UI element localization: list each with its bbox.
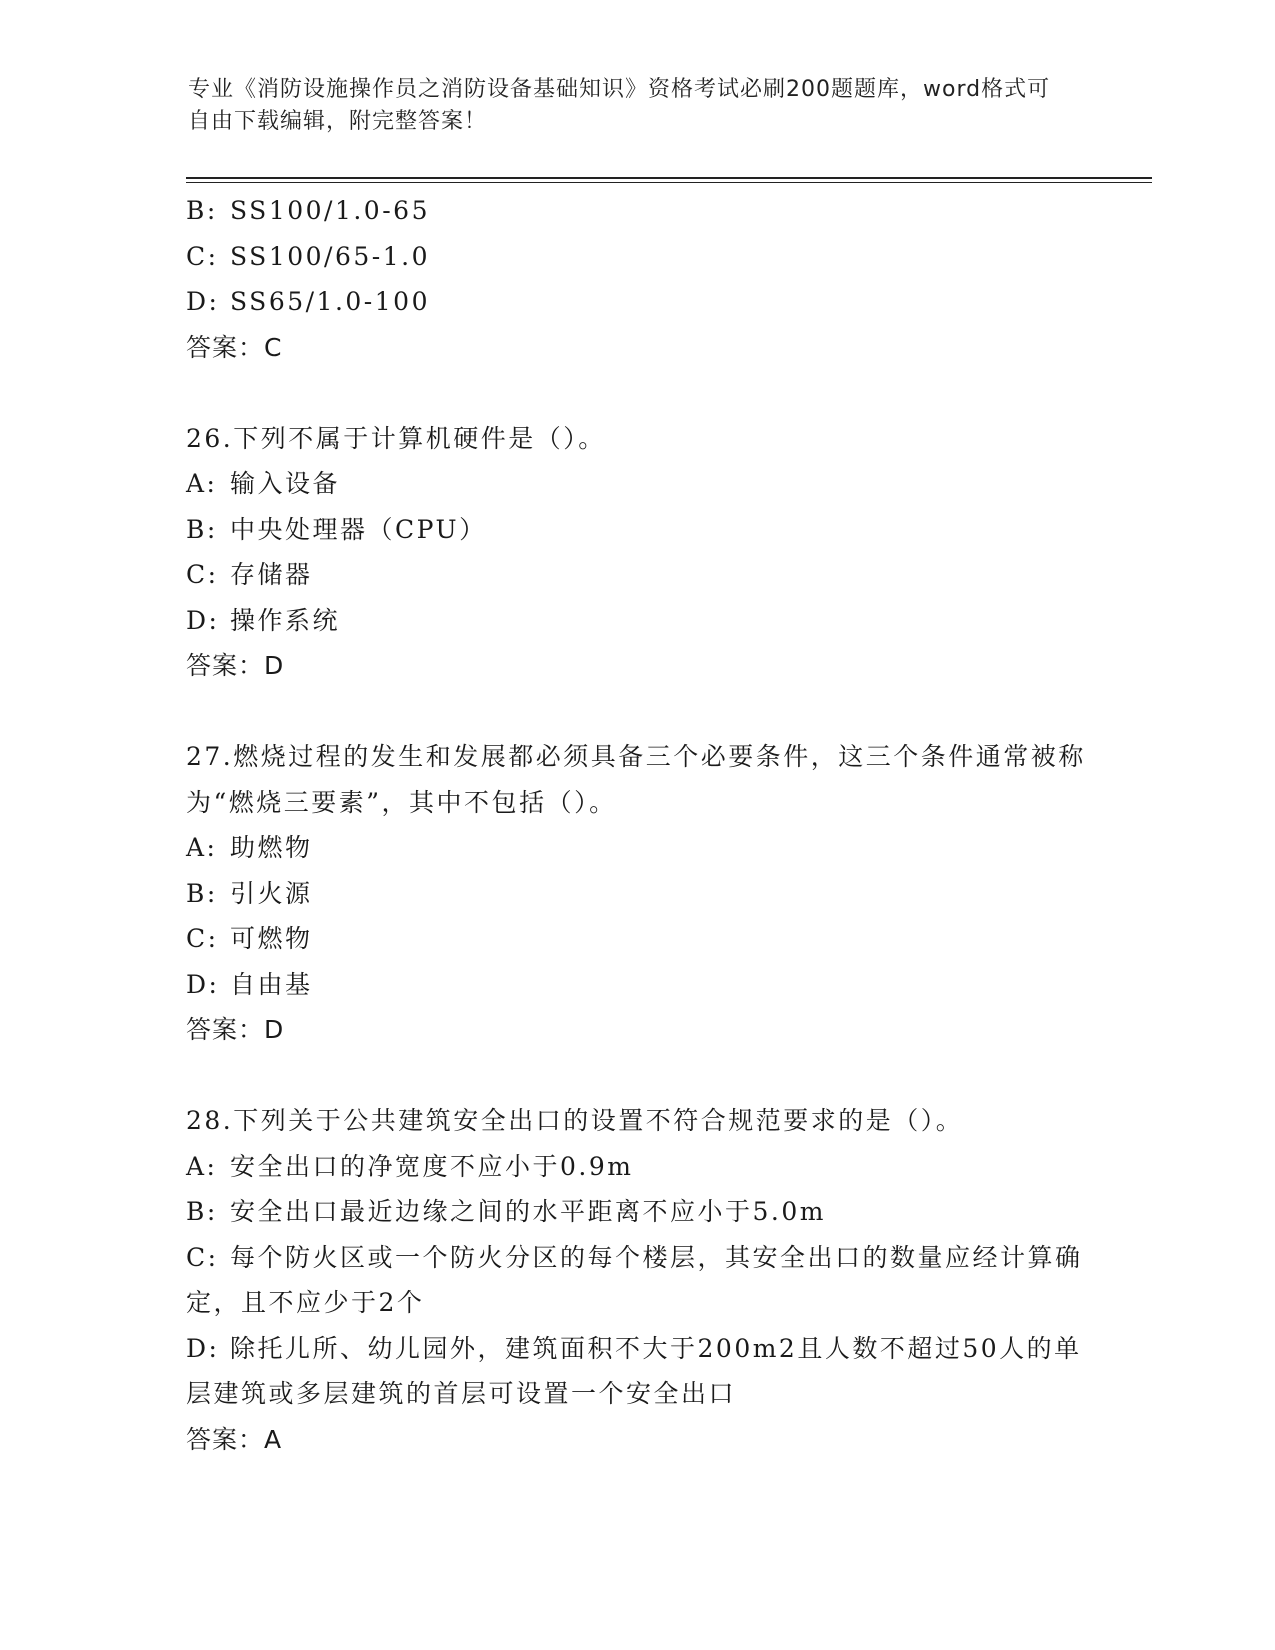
spacer xyxy=(186,689,1086,735)
option-text: 除托儿所、幼儿园外，建筑面积不大于200m2且人数不超过50人的单层建筑或多层建筑的首层可设置一个安全出口 xyxy=(186,1333,1082,1408)
option-label: A: xyxy=(186,1151,218,1181)
option-line xyxy=(186,234,1086,280)
spacer xyxy=(186,1053,1086,1099)
question-block-27 xyxy=(186,734,1086,1053)
option-text: 助燃物 xyxy=(230,833,313,862)
page-header xyxy=(188,74,1068,138)
option-line xyxy=(186,1235,1086,1326)
option-label: B: xyxy=(186,514,218,544)
option-line xyxy=(186,1326,1086,1417)
option-text: 安全出口的净宽度不应小于0.9m xyxy=(230,1151,634,1181)
option-text: 引火源 xyxy=(230,878,313,908)
option-line xyxy=(186,188,1086,234)
option-line xyxy=(186,552,1086,598)
option-label: B: xyxy=(186,1197,218,1226)
option-line xyxy=(186,1189,1086,1235)
option-text: SS65/1.0-100 xyxy=(230,287,430,316)
answer-line: 答案：D xyxy=(186,1015,285,1044)
option-text: 每个防火区或一个防火分区的每个楼层，其安全出口的数量应经计算确定，且不应少于2个 xyxy=(186,1242,1083,1317)
header-rule-thin xyxy=(186,182,1152,183)
option-text: 操作系统 xyxy=(230,605,341,635)
option-line xyxy=(186,507,1086,553)
option-line xyxy=(186,461,1086,507)
option-label: C: xyxy=(186,241,219,271)
option-line xyxy=(186,871,1086,917)
option-line xyxy=(186,916,1086,962)
option-label: D: xyxy=(186,605,220,635)
option-label: D: xyxy=(186,969,220,999)
question-block-26 xyxy=(186,416,1086,689)
option-label: B: xyxy=(186,196,218,225)
header-rule-thick xyxy=(186,177,1152,179)
prev-question-block xyxy=(186,188,1086,370)
option-line xyxy=(186,598,1086,644)
answer-line: 答案：A xyxy=(186,1424,283,1454)
option-line xyxy=(186,279,1086,325)
option-text: 中央处理器（CPU） xyxy=(230,514,487,544)
question-stem: 27.燃烧过程的发生和发展都必须具备三个必要条件，这三个条件通常被称为“燃烧三要素”，其中不包括（）。 xyxy=(186,742,1086,817)
option-label: C: xyxy=(186,924,219,953)
spacer xyxy=(186,370,1086,416)
answer-line: 答案：C xyxy=(186,332,283,362)
header-title: 专业《消防设施操作员之消防设备基础知识》资格考试必刷200题题库，word格式可自由下载编辑，附完整答案！ xyxy=(188,77,1051,134)
question-stem: 28.下列关于公共建筑安全出口的设置不符合规范要求的是（）。 xyxy=(186,1106,964,1135)
option-text: 存储器 xyxy=(230,560,313,589)
question-content xyxy=(186,188,1086,1462)
option-text: SS100/65-1.0 xyxy=(230,241,430,271)
option-label: C: xyxy=(186,1242,219,1272)
option-line xyxy=(186,962,1086,1008)
question-block-28 xyxy=(186,1098,1086,1462)
option-text: 自由基 xyxy=(230,969,313,999)
option-label: B: xyxy=(186,878,218,908)
option-text: 安全出口最近边缘之间的水平距离不应小于5.0m xyxy=(230,1197,826,1226)
option-label: D: xyxy=(186,1333,220,1363)
option-text: 可燃物 xyxy=(230,924,313,953)
option-text: 输入设备 xyxy=(230,469,341,498)
option-line xyxy=(186,1144,1086,1190)
option-label: A: xyxy=(186,833,218,862)
answer-line: 答案：D xyxy=(186,651,285,680)
option-label: D: xyxy=(186,287,220,316)
option-line xyxy=(186,825,1086,871)
question-stem: 26.下列不属于计算机硬件是（）。 xyxy=(186,423,606,453)
option-text: SS100/1.0-65 xyxy=(230,196,430,225)
option-label: A: xyxy=(186,469,218,498)
option-label: C: xyxy=(186,560,219,589)
